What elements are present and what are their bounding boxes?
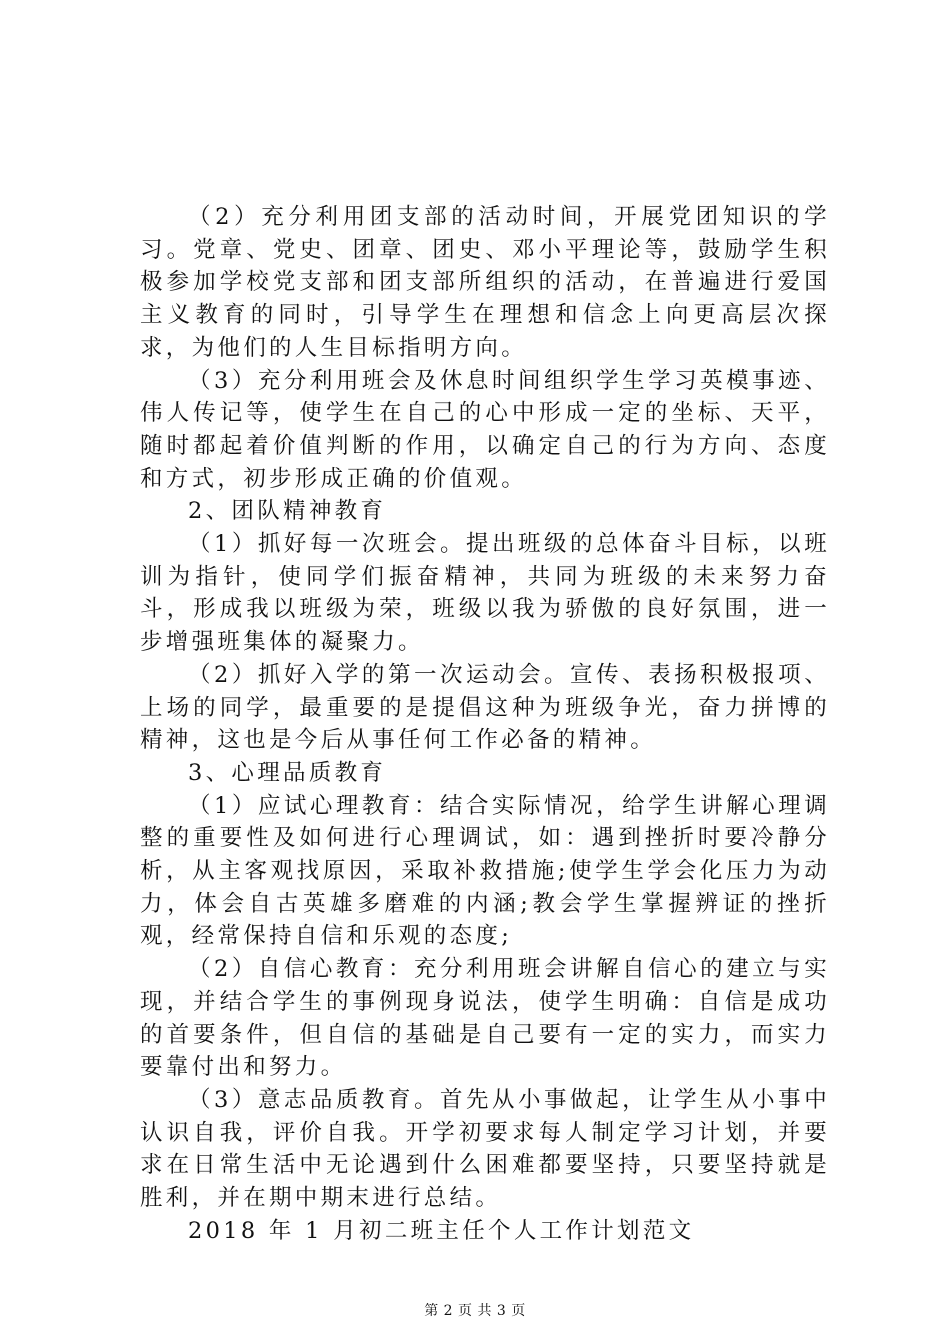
page-number-footer: 第 2 页 共 3 页 — [424, 1303, 526, 1319]
paragraph-exam-psychology: （1）应试心理教育：结合实际情况，给学生讲解心理调整的重要性及如何进行心理调试，如：遇到挫折时要冷静分析，从主客观找原因，采取补救措施;使学生学会化压力为动力，体会自古英雄多磨难的内涵;教会学生掌握辨证的挫折观，经常保持自信和乐观的态度; — [140, 792, 830, 950]
document-body — [140, 201, 830, 1248]
paragraph-role-models: （3）充分利用班会及休息时间组织学生学习英模事迹、伟人传记等，使学生在自己的心中形成一定的坐标、天平，随时都起着价值判断的作用，以确定自己的行为方向、态度和方式，初步形成正确的价值观。 — [140, 367, 830, 492]
section-heading-psychology: 3、心理品质教育 — [188, 759, 387, 786]
paragraph-self-confidence: （2）自信心教育：充分利用班会讲解自信心的建立与实现，并结合学生的事例现身说法，使学生明确：自信是成功的首要条件，但自信的基础是自己要有一定的实力，而实力要靠付出和努力。 — [140, 956, 830, 1081]
paragraph-willpower: （3）意志品质教育。首先从小事做起，让学生从小事中认识自我，评价自我。开学初要求每人制定学习计划，并要求在日常生活中无论遇到什么困难都要坚持，只要坚持就是胜利，并在期中期末进行总结。 — [140, 1086, 830, 1212]
section-heading-team-spirit: 2、团队精神教育 — [188, 498, 387, 525]
paragraph-sports-meet: （2）抓好入学的第一次运动会。宣传、表扬积极报项、上场的同学，最重要的是提倡这种为班级争光，奋力拼博的精神，这也是今后从事任何工作必备的精神。 — [140, 661, 830, 754]
paragraph-party-knowledge: （2）充分利用团支部的活动时间，开展党团知识的学习。党章、党史、团章、团史、邓小平理论等，鼓励学生积极参加学校党支部和团支部所组织的活动，在普遍进行爱国主义教育的同时，引导学生在理想和信念上向更高层次探求，为他们的人生目标指明方向。 — [140, 204, 830, 361]
paragraph-class-meetings: （1）抓好每一次班会。提出班级的总体奋斗目标，以班训为指针，使同学们振奋精神，共同为班级的未来努力奋斗，形成我以班级为荣，班级以我为骄傲的良好氛围，进一步增强班集体的凝聚力。 — [140, 531, 830, 656]
paragraph-next-title: 2018 年 1 月初二班主任个人工作计划范文 — [188, 1217, 695, 1244]
